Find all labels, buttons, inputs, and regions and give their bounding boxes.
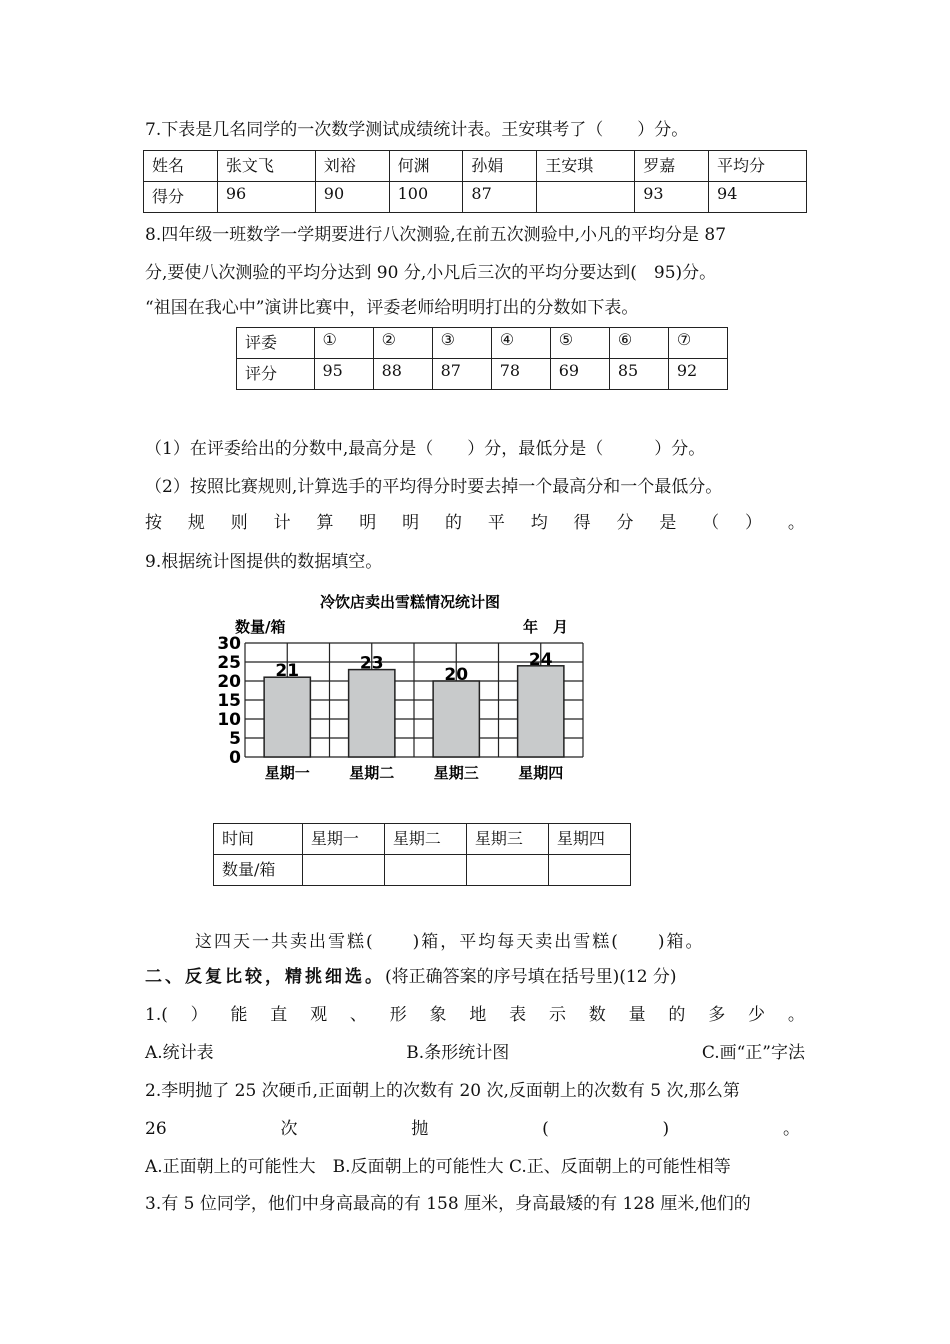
word: 少 bbox=[748, 1005, 766, 1025]
x-category-label: 星期三 bbox=[433, 764, 479, 782]
s2-q3-line1: 3.有 5 位同学，他们中身高最高的有 158 厘米，身高最矮的有 128 厘米,他们的 bbox=[145, 1194, 751, 1214]
table-cell: 93 bbox=[635, 182, 709, 213]
table-cell: 时间 bbox=[214, 824, 303, 855]
table-cell: 78 bbox=[491, 359, 550, 390]
word: 观 bbox=[310, 1005, 328, 1025]
table-cell: ⑥ bbox=[609, 328, 668, 359]
x-category-label: 星期四 bbox=[518, 764, 564, 782]
word: 示 bbox=[548, 1005, 566, 1025]
word: 。 bbox=[787, 513, 805, 533]
word: 表 bbox=[509, 1005, 527, 1025]
chart-x-labels bbox=[265, 764, 564, 782]
bar-value-label: 24 bbox=[528, 649, 553, 670]
q8-line1: 8.四年级一班数学一学期要进行八次测验,在前五次测验中,小凡的平均分是 87 bbox=[145, 225, 727, 245]
table-cell bbox=[548, 855, 630, 886]
table-row bbox=[144, 182, 807, 213]
table-cell bbox=[302, 855, 384, 886]
chart-ylabel: 数量/箱 bbox=[235, 618, 286, 636]
table-cell: 数量/箱 bbox=[214, 855, 303, 886]
table-cell: 星期一 bbox=[302, 824, 384, 855]
q8-line3: “祖国在我心中”演讲比赛中，评委老师给明明打出的分数如下表。 bbox=[145, 298, 639, 318]
word: 按 bbox=[145, 513, 162, 533]
q8-line2: 分,要使八次测验的平均分达到 90 分,小凡后三次的平均分要达到( 95)分。 bbox=[145, 263, 717, 283]
bar-value-label: 23 bbox=[359, 653, 384, 674]
table-cell bbox=[384, 855, 466, 886]
word: 平 bbox=[487, 513, 505, 533]
s2-q2-options: A.正面朝上的可能性大 B.反面朝上的可能性大 C.正、反面朝上的可能性相等 bbox=[145, 1157, 731, 1177]
table-cell: ① bbox=[314, 328, 373, 359]
table-cell: 96 bbox=[217, 182, 315, 213]
word: 数 bbox=[588, 1005, 606, 1025]
table-cell: 姓名 bbox=[144, 151, 218, 182]
table-cell: 87 bbox=[463, 182, 537, 213]
table-cell: 星期二 bbox=[384, 824, 466, 855]
q8-sub1: （1）在评委给出的分数中,最高分是（ ）分，最低分是（ ）分。 bbox=[145, 439, 706, 459]
table-cell: ③ bbox=[432, 328, 491, 359]
table-cell: 95 bbox=[314, 359, 373, 390]
table-cell: 评分 bbox=[237, 359, 315, 390]
word: 则 bbox=[230, 513, 248, 533]
table-cell: 刘裕 bbox=[315, 151, 389, 182]
word: 抛 bbox=[411, 1119, 429, 1139]
table-cell: 92 bbox=[668, 359, 727, 390]
table-row bbox=[144, 151, 807, 182]
word: ） bbox=[190, 1005, 208, 1025]
table-row bbox=[214, 824, 631, 855]
word: ） bbox=[745, 513, 763, 533]
word: 明 bbox=[359, 513, 377, 533]
table-cell: 王安琪 bbox=[537, 151, 635, 182]
table-cell: ④ bbox=[491, 328, 550, 359]
word: 的 bbox=[668, 1005, 686, 1025]
word: 量 bbox=[628, 1005, 646, 1025]
table-cell: 张文飞 bbox=[217, 151, 315, 182]
word: 计 bbox=[273, 513, 291, 533]
table-cell: 85 bbox=[609, 359, 668, 390]
word: 形 bbox=[389, 1005, 407, 1025]
q9-fill: 这四天一共卖出雪糕( )箱，平均每天卖出雪糕( )箱。 bbox=[195, 932, 705, 952]
q8-sub2: （2）按照比赛规则,计算选手的平均得分时要去掉一个最高分和一个最低分。 bbox=[145, 477, 723, 497]
q7-score-table bbox=[143, 150, 807, 213]
word: （ bbox=[702, 513, 720, 533]
table-cell: 罗嘉 bbox=[635, 151, 709, 182]
word: 1.( bbox=[145, 1005, 168, 1025]
word: 26 bbox=[145, 1119, 167, 1139]
word: 明 bbox=[402, 513, 420, 533]
q7-text: 7.下表是几名同学的一次数学测试成绩统计表。王安琪考了（ ）分。 bbox=[145, 120, 689, 140]
table-cell: 69 bbox=[550, 359, 609, 390]
table-cell: 88 bbox=[373, 359, 432, 390]
word: ) bbox=[662, 1119, 670, 1139]
q8-sub3 bbox=[145, 512, 805, 534]
x-category-label: 星期一 bbox=[264, 764, 310, 782]
table-cell: 孙娟 bbox=[463, 151, 537, 182]
word: 能 bbox=[230, 1005, 248, 1025]
table-cell: 星期四 bbox=[548, 824, 630, 855]
word: 直 bbox=[270, 1005, 288, 1025]
bar-value-label: 20 bbox=[444, 665, 469, 685]
table-cell: 87 bbox=[432, 359, 491, 390]
chart-y-ticks bbox=[217, 634, 241, 768]
bar bbox=[349, 670, 395, 757]
table-cell: 评委 bbox=[237, 328, 315, 359]
word: 的 bbox=[445, 513, 463, 533]
y-tick-label: 5 bbox=[229, 729, 241, 749]
option-a: A.统计表 bbox=[145, 1043, 214, 1063]
word: 、 bbox=[349, 1005, 367, 1025]
table-cell: 90 bbox=[315, 182, 389, 213]
table-cell: ⑦ bbox=[668, 328, 727, 359]
table-row bbox=[237, 359, 728, 390]
bar bbox=[433, 681, 479, 757]
y-tick-label: 0 bbox=[229, 748, 241, 768]
word: 得 bbox=[573, 513, 591, 533]
bar bbox=[264, 677, 310, 757]
y-tick-label: 10 bbox=[217, 710, 241, 730]
table-cell: 星期三 bbox=[466, 824, 548, 855]
table-cell bbox=[537, 182, 635, 213]
word: 象 bbox=[429, 1005, 447, 1025]
section2-note: (将正确答案的序号填在括号里)(12 分) bbox=[385, 967, 677, 987]
q9-sales-table bbox=[213, 823, 631, 886]
y-tick-label: 25 bbox=[217, 653, 241, 673]
q9-text: 9.根据统计图提供的数据填空。 bbox=[145, 552, 383, 572]
word: 。 bbox=[782, 1119, 800, 1139]
word: 次 bbox=[280, 1119, 298, 1139]
option-b: B.条形统计图 bbox=[406, 1043, 510, 1063]
table-cell: ② bbox=[373, 328, 432, 359]
word: 均 bbox=[530, 513, 548, 533]
table-cell: 得分 bbox=[144, 182, 218, 213]
ice-cream-bar-chart bbox=[205, 585, 595, 785]
section2-heading bbox=[145, 966, 677, 988]
word: 分 bbox=[616, 513, 634, 533]
word: 多 bbox=[708, 1005, 726, 1025]
word: 是 bbox=[659, 513, 677, 533]
s2-q2-line1: 2.李明抛了 25 次硬币,正面朝上的次数有 20 次,反面朝上的次数有 5 次,那么第 bbox=[145, 1081, 740, 1101]
y-tick-label: 20 bbox=[217, 672, 241, 692]
table-row bbox=[237, 328, 728, 359]
y-tick-label: 30 bbox=[217, 634, 241, 654]
table-row bbox=[214, 855, 631, 886]
word: 。 bbox=[787, 1005, 805, 1025]
section2-title: 二、反复比较，精挑细选。 bbox=[145, 967, 385, 987]
q8-judge-table bbox=[236, 327, 728, 390]
bar-value-label: 21 bbox=[275, 661, 300, 682]
bar bbox=[518, 666, 564, 757]
s2-q1-options bbox=[145, 1042, 805, 1064]
table-cell: 何渊 bbox=[389, 151, 463, 182]
word: 规 bbox=[187, 513, 205, 533]
word: 地 bbox=[469, 1005, 487, 1025]
table-cell: 平均分 bbox=[709, 151, 807, 182]
s2-q1 bbox=[145, 1004, 805, 1026]
chart-title: 冷饮店卖出雪糕情况统计图 bbox=[319, 593, 501, 611]
y-tick-label: 15 bbox=[217, 691, 241, 711]
table-cell bbox=[466, 855, 548, 886]
table-cell: 94 bbox=[709, 182, 807, 213]
x-category-label: 星期二 bbox=[349, 764, 395, 782]
word: ( bbox=[542, 1119, 549, 1139]
option-c: C.画“正”字法 bbox=[701, 1043, 805, 1063]
chart-date-label: 年 月 bbox=[523, 618, 569, 636]
s2-q2-line2 bbox=[145, 1118, 800, 1140]
table-cell: 100 bbox=[389, 182, 463, 213]
word: 算 bbox=[316, 513, 334, 533]
table-cell: ⑤ bbox=[550, 328, 609, 359]
